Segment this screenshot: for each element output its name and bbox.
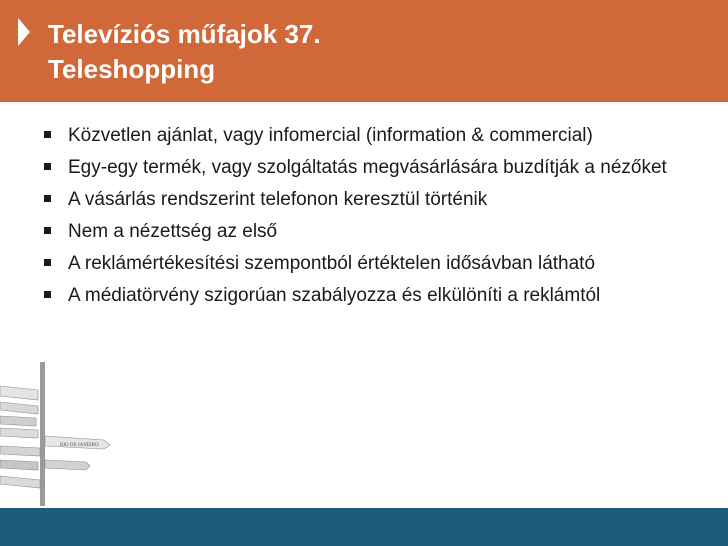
slide-title-line-1: Televíziós műfajok 37. xyxy=(48,19,321,49)
signpost-sign-text: RIO DE JANEIRO xyxy=(60,443,99,448)
bullet-square-icon xyxy=(44,227,51,234)
bullet-item xyxy=(44,220,704,243)
title-bar xyxy=(0,0,728,102)
bullet-item xyxy=(44,252,704,275)
slide-title-line-2: Teleshopping xyxy=(48,54,216,84)
bullet-item xyxy=(44,156,704,179)
bullet-text: Közvetlen ajánlat, vagy infomercial (information & commercial) xyxy=(68,125,593,146)
bullet-square-icon xyxy=(44,291,51,298)
bullet-item xyxy=(44,188,704,211)
bullet-item xyxy=(44,284,704,307)
bullet-square-icon xyxy=(44,195,51,202)
slide-title xyxy=(48,17,321,87)
bullet-text: A reklámértékesítési szempontból értéktelen idősávban látható xyxy=(68,253,596,274)
bottom-bar xyxy=(0,508,728,546)
bullet-text: A vásárlás rendszerint telefonon keresztül történik xyxy=(68,189,488,210)
bullet-square-icon xyxy=(44,131,51,138)
bullet-square-icon xyxy=(44,259,51,266)
bullet-text: Nem a nézettség az első xyxy=(68,221,278,242)
bullet-text: A médiatörvény szigorúan szabályozza és elkülöníti a reklámtól xyxy=(68,285,601,306)
bullet-text: Egy-egy termék, vagy szolgáltatás megvásárlására buzdítják a nézőket xyxy=(68,157,667,178)
bullet-list xyxy=(44,124,704,316)
bullet-item xyxy=(44,124,704,147)
signpost-illustration xyxy=(0,356,120,506)
title-arrow-icon xyxy=(18,18,30,46)
bullet-square-icon xyxy=(44,163,51,170)
